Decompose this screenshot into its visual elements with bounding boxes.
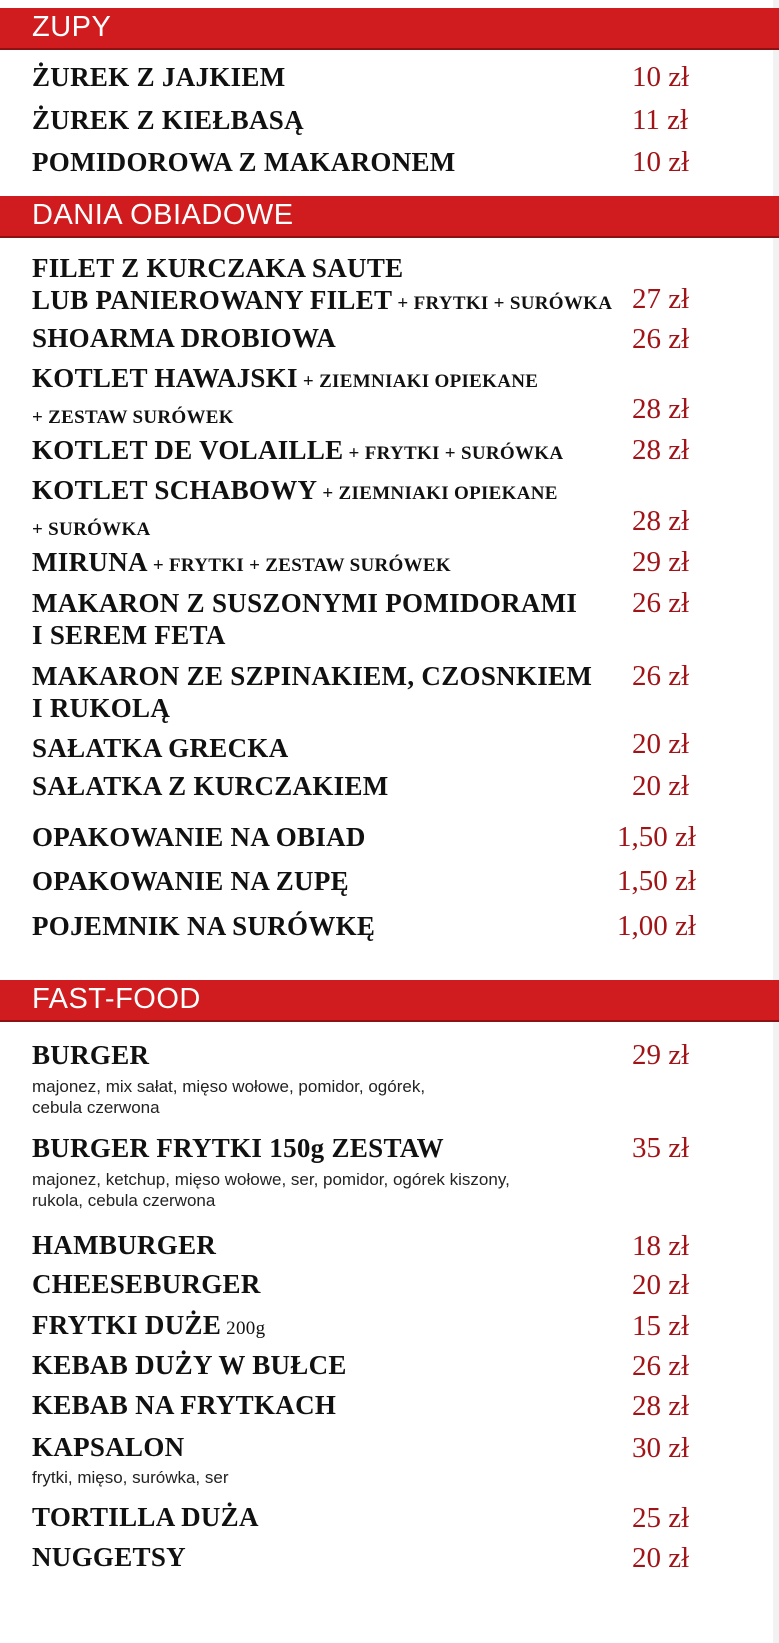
section-title: DANIA OBIADOWE [32, 199, 294, 231]
item-price: 1,50 zł [617, 821, 696, 853]
item-name: KOTLET DE VOLAILLE [32, 435, 344, 465]
item-name: KEBAB DUŻY W BUŁCE [32, 1350, 347, 1380]
item-name: POMIDOROWA Z MAKARONEM [32, 147, 456, 177]
item-extras: + FRYTKI + SURÓWKA [392, 293, 613, 314]
item-name-line2: I RUKOLĄ [32, 693, 171, 723]
item-price: 28 zł [632, 393, 690, 425]
item-extras-line2: + ZESTAW SURÓWEK [32, 407, 234, 428]
section-title: FAST-FOOD [32, 983, 201, 1015]
item-price: 35 zł [632, 1132, 690, 1164]
item-price: 11 zł [632, 104, 689, 136]
item-name: TORTILLA DUŻA [32, 1502, 259, 1532]
item-name-line1: MAKARON ZE SZPINAKIEM, CZOSNKIEM [32, 661, 593, 691]
item-name: MIRUNA [32, 547, 148, 577]
item-price: 10 zł [632, 61, 690, 93]
item-price: 28 zł [632, 505, 690, 537]
item-price: 25 zł [632, 1502, 690, 1534]
item-price: 15 zł [632, 1310, 690, 1342]
item-name: HAMBURGER [32, 1230, 217, 1260]
item-name-line1 [32, 363, 538, 394]
item-name: SAŁATKA GRECKA [32, 733, 289, 763]
page-edge-shadow [773, 0, 779, 1643]
section-header-dania-obiadowe [0, 196, 779, 238]
item-name-line1 [32, 435, 563, 466]
item-name: KOTLET SCHABOWY [32, 475, 318, 505]
item-price: 30 zł [632, 1432, 690, 1464]
section-header-zupy [0, 8, 779, 50]
item-name-line1: FILET Z KURCZAKA SAUTE [32, 253, 404, 283]
item-description-line2: cebula czerwona [32, 1098, 160, 1117]
item-name-line2 [32, 511, 151, 542]
item-price: 26 zł [632, 587, 690, 619]
item-name: OPAKOWANIE NA ZUPĘ [32, 866, 349, 896]
item-name-line2: I SEREM FETA [32, 620, 226, 650]
item-name: OPAKOWANIE NA OBIAD [32, 822, 366, 852]
item-price: 20 zł [632, 1542, 690, 1574]
item-price: 27 zł [632, 283, 690, 315]
item-name: SAŁATKA Z KURCZAKIEM [32, 771, 389, 801]
item-name: FRYTKI DUŻE [32, 1310, 222, 1340]
item-price: 20 zł [632, 770, 690, 802]
item-name: ŻUREK Z KIEŁBASĄ [32, 105, 304, 135]
item-description-line1: majonez, mix sałat, mięso wołowe, pomidor, ogórek, [32, 1077, 426, 1096]
section-title: ZUPY [32, 11, 112, 43]
item-name: POJEMNIK NA SURÓWKĘ [32, 911, 376, 941]
item-description-line2: rukola, cebula czerwona [32, 1191, 216, 1210]
item-name-line1 [32, 547, 451, 578]
item-name: BURGER FRYTKI 150g ZESTAW [32, 1133, 444, 1163]
item-description-line1: majonez, ketchup, mięso wołowe, ser, pomidor, ogórek kiszony, [32, 1170, 510, 1189]
item-price: 26 zł [632, 660, 690, 692]
item-price: 1,00 zł [617, 910, 696, 942]
item-name: KAPSALON [32, 1432, 185, 1462]
item-price: 29 zł [632, 1039, 690, 1071]
item-extras: + ZIEMNIAKI OPIEKANE [317, 483, 558, 504]
item-name-line1: MAKARON Z SUSZONYMI POMIDORAMI [32, 588, 578, 618]
item-name: KOTLET HAWAJSKI [32, 363, 298, 393]
item-name: NUGGETSY [32, 1542, 186, 1572]
item-price: 10 zł [632, 146, 690, 178]
item-price: 1,50 zł [617, 865, 696, 897]
item-description-line1: frytki, mięso, surówka, ser [32, 1468, 229, 1487]
item-name-line1 [32, 1310, 265, 1341]
item-price: 29 zł [632, 546, 690, 578]
item-name: LUB PANIEROWANY FILET [32, 285, 393, 315]
item-name: BURGER [32, 1040, 150, 1070]
item-name-line2 [32, 285, 612, 316]
item-name-line2 [32, 399, 234, 430]
item-price: 28 zł [632, 434, 690, 466]
item-extras: + FRYTKI + SURÓWKA [343, 443, 564, 464]
item-name: SHOARMA DROBIOWA [32, 323, 337, 353]
item-price: 26 zł [632, 323, 690, 355]
item-extras: 200g [221, 1318, 266, 1339]
item-name: ŻUREK Z JAJKIEM [32, 62, 286, 92]
section-header-fast-food [0, 980, 779, 1022]
item-name-line1 [32, 475, 558, 506]
item-price: 20 zł [632, 1269, 690, 1301]
item-extras-line2: + SURÓWKA [32, 519, 151, 540]
item-price: 20 zł [632, 728, 690, 760]
item-extras: + FRYTKI + ZESTAW SURÓWEK [147, 555, 451, 576]
item-name: CHEESEBURGER [32, 1269, 261, 1299]
item-price: 18 zł [632, 1230, 690, 1262]
item-price: 26 zł [632, 1350, 690, 1382]
item-name: KEBAB NA FRYTKACH [32, 1390, 337, 1420]
item-extras: + ZIEMNIAKI OPIEKANE [297, 371, 539, 392]
item-price: 28 zł [632, 1390, 690, 1422]
